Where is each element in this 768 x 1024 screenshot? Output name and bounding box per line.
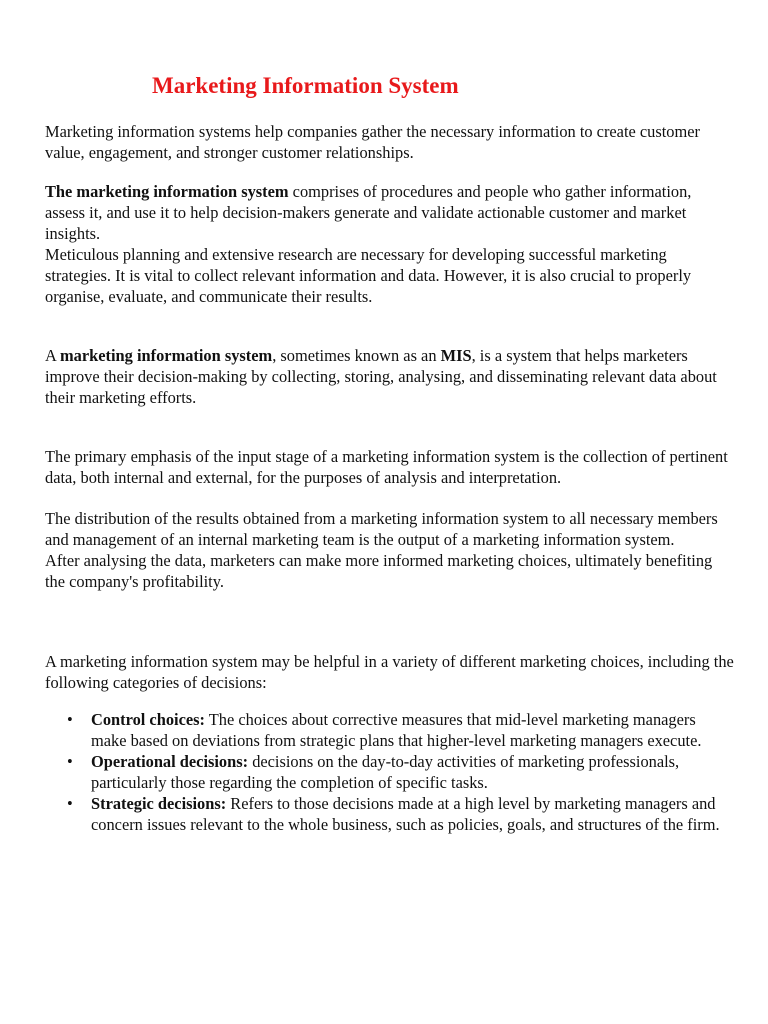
bullet-icon: • [67, 710, 73, 729]
bullet-icon: • [67, 794, 73, 813]
decisions-intro-paragraph [45, 651, 735, 693]
list-item-label: Strategic decisions: [91, 794, 227, 813]
input-stage-text: The primary emphasis of the input stage of a marketing information system is the collection of pertinent data, both internal and external, for the purposes of analysis and interpretation. [45, 447, 728, 487]
definition-paragraph [45, 181, 735, 307]
bullet-icon: • [67, 752, 73, 771]
definition-text: comprises of procedures and people who gather information, assess it, and use it to help decision-makers generate and validate actionable customer and market insights. [45, 182, 692, 243]
analysis-text: After analysing the data, marketers can make more informed marketing choices, ultimately benefiting the company's profitability. [45, 551, 713, 591]
mis-text-b: , sometimes known as an [272, 346, 441, 365]
page-title: Marketing Information System [152, 73, 459, 98]
decisions-intro-text: A marketing information system may be helpful in a variety of different marketing choices, including the following categories of decisions: [45, 652, 734, 692]
list-item [45, 793, 735, 835]
list-item-text: Refers to those decisions made at a high level by marketing managers and concern issues relevant to the whole business, such as policies, goals, and structures of the firm. [91, 794, 720, 834]
intro-text: Marketing information systems help companies gather the necessary information to create customer value, engagement, and stronger customer relationships. [45, 122, 700, 162]
list-item-text: The choices about corrective measures that mid-level marketing managers make based on deviations from strategic plans that higher-level marketing managers execute. [91, 710, 702, 750]
intro-paragraph [45, 121, 735, 163]
list-item-label: Control choices: [91, 710, 205, 729]
list-item [45, 709, 735, 751]
mis-paragraph [45, 345, 735, 408]
mis-abbreviation: MIS [440, 346, 472, 365]
decision-list [45, 709, 735, 835]
list-item-text: decisions on the day-to-day activities of marketing professionals, particularly those regarding the completion of specific tasks. [91, 752, 680, 792]
planning-text: Meticulous planning and extensive research are necessary for developing successful marketing strategies. It is vital to collect relevant information and data. However, it is also crucial to properly organise, evaluate, and communicate their results. [45, 245, 692, 306]
list-item-label: Operational decisions: [91, 752, 249, 771]
mis-term: marketing information system [60, 346, 273, 365]
output-paragraph [45, 508, 735, 592]
list-item [45, 751, 735, 793]
mis-text-a: A [45, 346, 61, 365]
output-text: The distribution of the results obtained from a marketing information system to all necessary members and management of an internal marketing team is the output of a marketing information system. [45, 509, 718, 549]
mis-text-c: , is a system that helps marketers improve their decision-making by collecting, storing, analysing, and disseminating relevant data about their marketing efforts. [45, 346, 717, 407]
definition-term: The marketing information system [45, 182, 289, 201]
input-stage-paragraph [45, 446, 735, 488]
